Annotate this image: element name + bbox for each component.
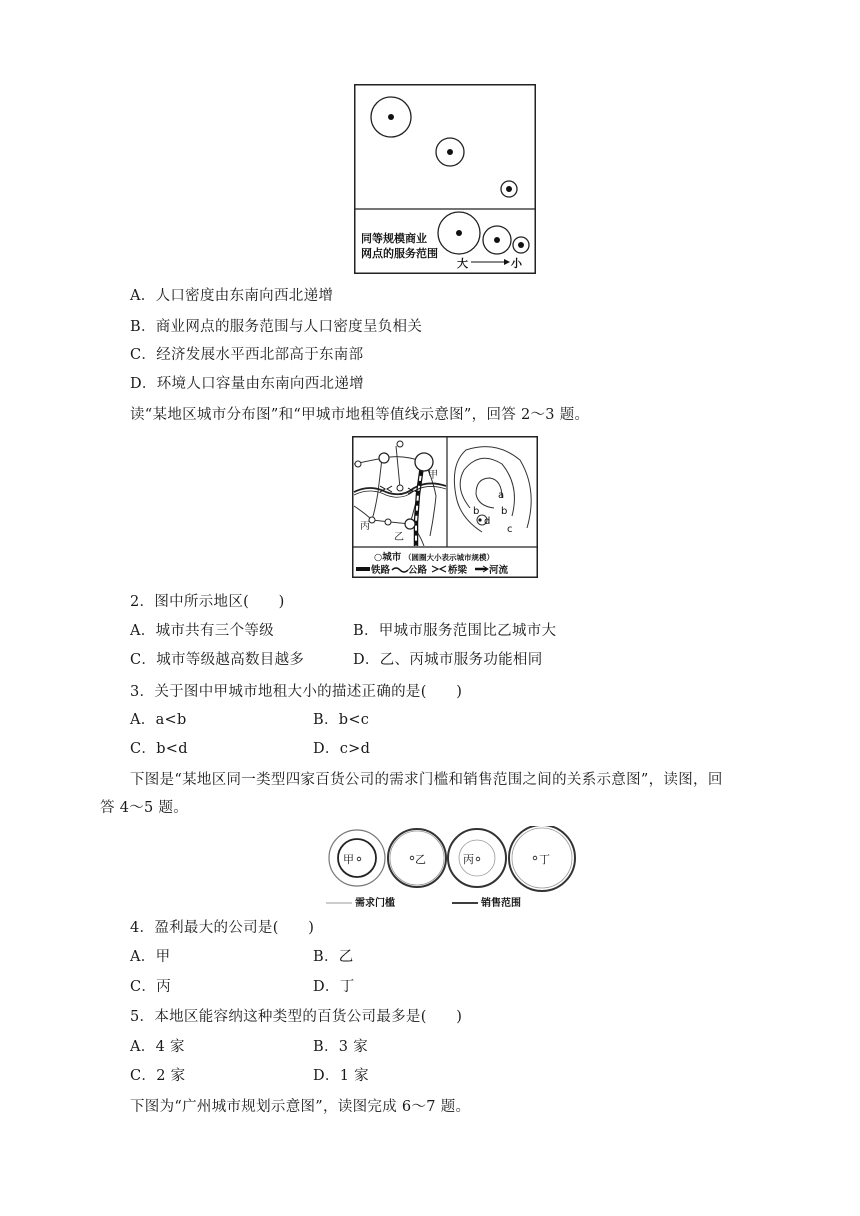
q5-option-d: D．1 家 <box>313 1068 369 1084</box>
q1-option-b: B．商业网点的服务范围与人口密度呈负相关 <box>130 319 423 335</box>
legend-big-label: 大 <box>457 257 468 270</box>
q1-option-a: A．人口密度由东南向西北递增 <box>130 288 334 304</box>
store-label-jia: 甲 <box>343 853 354 866</box>
q4-option-c: C．丙 <box>130 979 171 995</box>
legend-city: ○城市 <box>374 552 402 563</box>
intro-questions-4-5-line1: 下图是“某地区同一类型四家百货公司的需求门槛和销售范围之间的关系示意图”，读图，回 <box>130 772 723 788</box>
legend-demand-threshold: 需求门槛 <box>355 898 395 909</box>
legend-river: 河流 <box>489 565 509 576</box>
legend-text-line1: 同等规模商业 <box>361 232 427 245</box>
store-label-yi: 乙 <box>415 853 426 866</box>
city-yi <box>405 519 415 529</box>
city-small <box>397 441 403 447</box>
q2-option-c: C．城市等级越高数目越多 <box>130 652 305 668</box>
legend-road: 公路 <box>408 565 428 576</box>
intro-questions-2-3: 读“某地区城市分布图”和“甲城市地租等值线示意图”，回答 2～3 题。 <box>130 407 590 423</box>
city-small <box>379 453 389 463</box>
q3-option-b: B．b<c <box>313 712 370 728</box>
city-small <box>397 485 403 491</box>
intro-questions-4-5-line2: 答 4～5 题。 <box>100 800 189 816</box>
legend-bridge: 桥梁 <box>448 565 468 576</box>
q4-option-d: D．丁 <box>313 979 355 995</box>
city-distribution-rent-figure <box>352 436 538 578</box>
commercial-service-range-figure <box>354 84 536 274</box>
store-label-ding: 丁 <box>539 853 550 866</box>
legend-sales-range: 销售范围 <box>481 898 521 909</box>
q4-option-a: A．甲 <box>130 949 171 965</box>
q4-option-b: B．乙 <box>313 949 354 965</box>
q1-option-d: D．环境人口容量由东南向西北递增 <box>130 376 364 392</box>
department-store-threshold-figure <box>322 826 578 910</box>
city-bing <box>385 519 391 525</box>
q3-option-d: D．c>d <box>313 741 371 757</box>
contour-label-b: b <box>473 506 480 517</box>
city-small <box>355 461 361 467</box>
contour-label-d: d <box>484 516 491 527</box>
q4-stem: 4．盈利最大的公司是( ) <box>130 920 315 936</box>
contour-label-c: c <box>507 524 513 535</box>
contour-label-b: b <box>501 506 508 517</box>
q2-stem: 2．图中所示地区( ) <box>130 594 285 610</box>
legend-city-note: （圆圈大小表示城市规模） <box>404 553 494 562</box>
label-jia: 甲 <box>428 470 438 481</box>
q2-option-b: B．甲城市服务范围比乙城市大 <box>353 623 557 639</box>
label-yi: 乙 <box>394 532 404 543</box>
label-bing: 丙 <box>360 521 370 532</box>
q2-option-d: D．乙、丙城市服务功能相同 <box>353 652 543 668</box>
city-jia <box>415 453 433 471</box>
railway <box>416 466 422 546</box>
q3-option-a: A．a<b <box>130 712 187 728</box>
q3-option-c: C．b<d <box>130 741 188 757</box>
legend-text-line2: 网点的服务范围 <box>361 247 438 260</box>
q5-stem: 5．本地区能容纳这种类型的百货公司最多是( ) <box>130 1009 463 1025</box>
q5-option-a: A．4 家 <box>130 1039 185 1055</box>
intro-questions-6-7: 下图为“广州城市规划示意图”，读图完成 6～7 题。 <box>130 1099 471 1115</box>
rent-contours <box>454 447 531 532</box>
store-label-bing: 丙 <box>463 853 474 866</box>
q2-option-a: A．城市共有三个等级 <box>130 623 274 639</box>
contour-label-a: a <box>498 490 505 501</box>
q5-option-c: C．2 家 <box>130 1068 186 1084</box>
q3-stem: 3．关于图中甲城市地租大小的描述正确的是( ) <box>130 684 463 700</box>
q1-option-c: C．经济发展水平西北部高于东南部 <box>130 347 364 363</box>
legend-small-label: 小 <box>511 257 522 270</box>
legend-rail: 铁路 <box>371 565 391 576</box>
q5-option-b: B．3 家 <box>313 1039 368 1055</box>
